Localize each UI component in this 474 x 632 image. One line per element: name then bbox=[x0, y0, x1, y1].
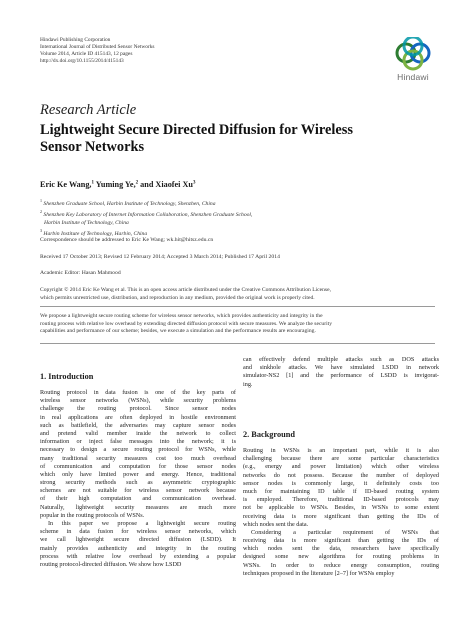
author-list bbox=[40, 180, 195, 189]
text-line: which nodes sent the data. bbox=[243, 520, 309, 528]
abstract-bottom-rule bbox=[40, 343, 435, 344]
affiliation-line: $^2$ Shenzhen Key Laboratory of Internet Information Collaboration, Shenzhen Graduate School, bbox=[40, 209, 253, 219]
text-line: necessary to design a secure routing protocol for WSNs, while bbox=[40, 446, 236, 454]
text-line: is employed. Therefore, traditional ID-based protocols may bbox=[243, 496, 439, 504]
abstract-top-rule bbox=[40, 306, 435, 307]
author-affil-mark: 3 bbox=[192, 180, 196, 186]
text-line: many traditional security measures cost too much overhead bbox=[40, 454, 236, 462]
text-line: Routing in WSNs is an important part, while it is also bbox=[243, 447, 439, 454]
text-line: ing. bbox=[243, 380, 253, 388]
right-column-continuation bbox=[243, 356, 439, 389]
doi-link[interactable]: http://dx.doi.org/10.1155/2014/415143 bbox=[40, 57, 124, 64]
affiliation-line: Harbin Institute of Technology, China bbox=[44, 219, 129, 226]
author-name: and Xiaofei Xu bbox=[140, 180, 193, 189]
abstract-line: routing process with relative low overhead by extending directed diffusion protocol with secure measures. We analyze the security bbox=[40, 320, 332, 327]
copyright-notice bbox=[40, 287, 440, 302]
section-heading-background: 2. Background bbox=[243, 430, 295, 439]
publisher-name: Hindawi Publishing Corporation bbox=[40, 37, 111, 43]
text-line: can effectively defend multiple attacks such as DOS attacks bbox=[243, 356, 439, 363]
text-line: (e.g., energy and power limitation) which other wireless bbox=[243, 463, 439, 471]
text-line: information or inject false messages into the network; it is bbox=[40, 438, 236, 446]
intro-paragraph-1 bbox=[40, 389, 236, 520]
text-line: we call lightweight secure directed diffusion (LSDD). It bbox=[40, 536, 236, 544]
text-line: which nodes sent the data, researchers have specifically bbox=[243, 545, 439, 553]
text-line: such as battlefield, the adversaries may capture sensor nodes bbox=[40, 421, 236, 429]
article-dates: Received 17 October 2013; Revised 12 February 2014; Accepted 3 March 2014; Published 17 April 2014 bbox=[40, 254, 280, 260]
correspondence: Correspondence should be addressed to Eric Ke Wang; wk.hit@hitsz.edu.cn bbox=[40, 237, 214, 243]
intro-paragraph-continued bbox=[243, 356, 439, 389]
author-name: Yuming Ye, bbox=[95, 180, 136, 189]
text-line: popular in the routing protocols of WSNs. bbox=[40, 511, 145, 519]
left-column-text bbox=[40, 389, 236, 569]
text-line: mainly provides authenticity and integrity in the routing bbox=[40, 544, 236, 552]
author-affil-mark: 2 bbox=[135, 180, 139, 186]
text-line: schemes are not suitable for wireless sensor network because bbox=[40, 487, 236, 495]
article-type: Research Article bbox=[40, 102, 137, 118]
copyright-line: Copyright © 2014 Eric Ke Wang et al. This is an open access article distributed under the Creative Commons Attribution License, bbox=[40, 287, 331, 293]
logo-wordmark: Hindawi bbox=[397, 72, 429, 82]
affiliation-line: $^1$ Shenzhen Graduate School, Harbin Institute of Technology, Shenzhen, China bbox=[40, 198, 216, 207]
text-line: of their high computation and communication overhead. bbox=[40, 495, 236, 503]
text-line: routing protocol-directed diffusion. We show how LSDD bbox=[40, 560, 182, 568]
text-line: simulator-NS2 [1] and the performance of LSDD is invigorat- bbox=[243, 372, 439, 380]
abstract bbox=[40, 313, 435, 336]
affiliation-line: $^3$ Harbin Institute of Technology, Harbin, China bbox=[40, 228, 148, 238]
text-line: much for maintaining ID table if ID-based routing system bbox=[243, 487, 439, 495]
volume-info: Volume 2014, Article ID 415143, 12 pages bbox=[40, 50, 133, 57]
title-line: Lightweight Secure Directed Diffusion for Wireless bbox=[40, 122, 353, 138]
text-line: WSNs. In order to reduce energy consumption, routing bbox=[243, 561, 439, 569]
author-affil-mark: 1 bbox=[91, 180, 94, 186]
abstract-line: We propose a lightweight secure routing scheme for wireless sensor networks, which provides authenticity and integrity in the bbox=[40, 313, 323, 319]
text-line: process with relative low overhead by extending a popular bbox=[40, 552, 236, 560]
text-line: in real applications are often deployed in hostile environment bbox=[40, 413, 236, 421]
background-paragraph-1 bbox=[243, 447, 439, 529]
text-line: strong security methods such as asymmetric cryptographic bbox=[40, 479, 236, 487]
intro-paragraph-2 bbox=[40, 520, 236, 569]
text-line: In this paper we propose a lightweight secure routing bbox=[48, 520, 236, 527]
right-column-text bbox=[243, 447, 439, 578]
text-line: wireless sensor networks (WSNs), while security problems bbox=[40, 397, 236, 405]
text-line: receiving data is more significant than getting the IDs of bbox=[243, 512, 439, 520]
text-line: techniques proposed in the literature [2–7] for WSNs employ bbox=[243, 569, 395, 577]
text-line: networks do not possess. Because the number of deployed bbox=[243, 471, 439, 479]
text-line: which only have limited power and energy. Hence, traditional bbox=[40, 470, 236, 478]
text-line: Naturally, lightweight security measures are much more bbox=[40, 503, 236, 511]
text-line: and pretend valid member inside the network to collect bbox=[40, 429, 236, 437]
text-line: and sinkhole attacks. We have simulated LSDD in network bbox=[243, 364, 439, 372]
text-line: Routing protocol in data fusion is one of the key parts of bbox=[40, 389, 236, 396]
text-line: scheme in data fusion for wireless sensor networks, which bbox=[40, 528, 236, 536]
background-paragraph-2 bbox=[243, 529, 439, 578]
text-line: Considering a particular requirement of WSNs that bbox=[251, 528, 439, 536]
text-line: designed some new algorithms for routing problems in bbox=[243, 553, 439, 561]
text-line: challenge the routing protocol. Since sensor nodes bbox=[40, 405, 236, 413]
section-heading-introduction: 1. Introduction bbox=[40, 372, 94, 381]
article-title bbox=[40, 122, 370, 156]
copyright-line: which permits unrestricted use, distribution, and reproduction in any medium, provided the original work is properly cited. bbox=[40, 294, 315, 301]
text-line: sensor nodes is commonly large, it definitely costs too bbox=[243, 479, 439, 487]
title-line: Sensor Networks bbox=[40, 139, 145, 155]
journal-name: International Journal of Distributed Sensor Networks bbox=[40, 43, 155, 50]
text-line: challenging because there are some particular characteristics bbox=[243, 455, 439, 463]
text-line: of communication and computation for those sensor nodes bbox=[40, 462, 236, 470]
author-name: Eric Ke Wang, bbox=[40, 180, 92, 189]
affiliations bbox=[40, 197, 380, 239]
text-line: receiving data is more significant than getting the IDs of bbox=[243, 537, 439, 545]
abstract-line: capabilities and performance of our scheme; besides, we execute a simulation and the performance results are encouraging. bbox=[40, 328, 316, 334]
text-line: not be applicable to WSNs. Besides, in WSNs to some extent bbox=[243, 504, 439, 512]
academic-editor: Academic Editor: Hasan Mahmood bbox=[40, 270, 121, 276]
publication-info bbox=[40, 37, 155, 65]
